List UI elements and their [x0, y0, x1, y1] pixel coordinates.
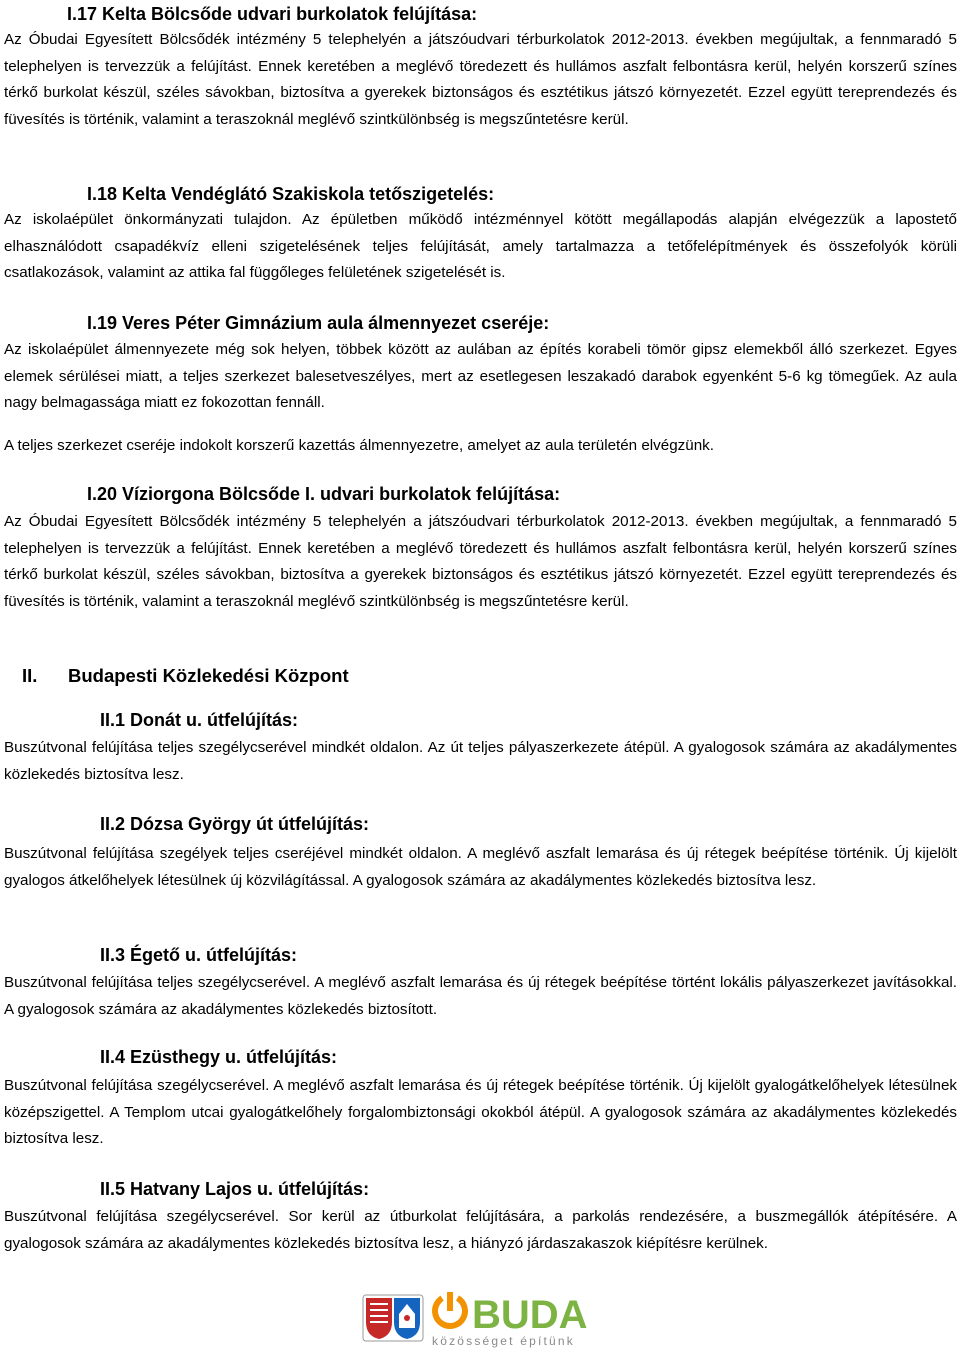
footer-logo: [362, 1290, 602, 1348]
subsection-heading-ii4: II.4 Ezüsthegy u. útfelújítás:: [100, 1047, 338, 1067]
section-paragraph-i19-a: Az iskolaépület álmennyezete még sok helyen, többek között az aulában az építés korabeli tömör gipsz elemekből álló szerkezet. Egyes elemek sérülései miatt, a teljes szerkezet balesetveszélyes, mert az esetlegesen leszakadó darabok egyenként 5-6 kg tömegűek. Az aula nagy belmagassága miatt ez fokozottan fennáll.: [4, 341, 957, 411]
chapter-title: Budapesti Közlekedési Központ: [68, 665, 349, 686]
subsection-paragraph-ii3: Buszútvonal felújítása teljes szegélycserével. A meglévő aszfalt lemarása és új rétegek beépítése történt lokális pályaszerkezet javításokkal. A gyalogosok számára az akadálymentes közlekedés biztosított.: [4, 974, 957, 1018]
subsection-heading-ii3: II.3 Égető u. útfelújítás:: [100, 945, 298, 965]
section-paragraph-i19-b: A teljes szerkezet cseréje indokolt korszerű kazettás álmennyezetre, amelyet az aula területén elvégzünk.: [4, 437, 714, 454]
subsection-heading-ii1: II.1 Donát u. útfelújítás:: [100, 710, 299, 730]
section-heading-i17: I.17 Kelta Bölcsőde udvari burkolatok felújítása:: [67, 4, 478, 24]
section-heading-i19: I.19 Veres Péter Gimnázium aula álmennyezet cseréje:: [87, 313, 550, 333]
section-heading-i20: I.20 Víziorgona Bölcsőde I. udvari burkolatok felújítása:: [87, 484, 561, 504]
section-paragraph-i18: Az iskolaépület önkormányzati tulajdon. Az épületben működő intézménnyel kötött megállapodás alapján elvégezzük a lapostető elhasználódott csapadékvíz elleni szigetelésének teljes felújítását, amely tartalmazza a tetőfelépítmények és összefolyók körüli csatlakozások, valamint az attika fal függőleges felületének szigetelését is.: [4, 211, 957, 281]
subsection-heading-ii5: II.5 Hatvany Lajos u. útfelújítás:: [100, 1179, 370, 1199]
chapter-number: II.: [22, 665, 38, 686]
section-paragraph-i20: Az Óbudai Egyesített Bölcsődék intézmény 5 telephelyén a játszóudvari térburkolatok 2012-2013. években megújultak, a fennmaradó 5 telephelyen is tervezzük a felújítást. Ennek keretében a meglévő töredezett és hullámos aszfalt felbontásra kerül, helyén korszerű színes térkő burkolat készül, széles sávokban, biztosítva a gyerekek biztonságos és esztétikus játszó környezetét. Ezzel együtt tereprendezés és füvesítés is történik, valamint a teraszoknál meglévő szintkülönbség is megszűntetésre kerül.: [4, 513, 957, 610]
section-heading-i18: I.18 Kelta Vendéglátó Szakiskola tetőszigetelés:: [87, 184, 495, 204]
subsection-paragraph-ii1: Buszútvonal felújítása teljes szegélycserével mindkét oldalon. Az út teljes pályaszerkezete átépül. A gyalogosok számára az akadálymentes közlekedés biztosítva lesz.: [4, 739, 957, 783]
section-paragraph-i17: Az Óbudai Egyesített Bölcsődék intézmény 5 telephelyén a játszóudvari térburkolatok 2012-2013. években megújultak, a fennmaradó 5 telephelyen is tervezzük a felújítást. Ennek keretében a meglévő töredezett és hullámos aszfalt felbontásra kerül, helyén korszerű színes térkő burkolat készül, széles sávokban, biztosítva a gyerekek biztonságos és esztétikus játszó környezetét. Ezzel együtt tereprendezés és füvesítés is történik, valamint a teraszoknál meglévő szintkülönbség is megszűntetésre kerül.: [4, 31, 957, 128]
obuda-logo-icon: [430, 1290, 605, 1348]
logo-tagline: közösséget építünk: [432, 1334, 576, 1348]
coat-of-arms-icon: [362, 1294, 424, 1342]
subsection-paragraph-ii4: Buszútvonal felújítása szegélycserével. A meglévő aszfalt lemarása és új rétegek beépítése történik. Új kijelölt gyalogátkelőhelyek létesülnek középszigettel. A Templom utcai gyalogátkelőhely forgalombiztonsági okokból átépül. A gyalogosok számára az akadálymentes közlekedés biztosítva lesz.: [4, 1077, 957, 1147]
subsection-paragraph-ii2: Buszútvonal felújítása szegélyek teljes cseréjével mindkét oldalon. A meglévő aszfalt lemarása és új rétegek beépítése történik. Új kijelölt gyalogos átkelőhelyek létesülnek új közvilágítással. A gyalogosok számára az akadálymentes közlekedés biztosítva lesz.: [4, 845, 957, 889]
subsection-paragraph-ii5: Buszútvonal felújítása szegélycserével. Sor kerül az útburkolat felújítására, a parkolás rendezésére, a buszmegállók átépítésére. A gyalogosok számára az akadálymentes közlekedés biztosítva lesz, a hiányzó járdaszakaszok kiépítésre kerülnek.: [4, 1208, 957, 1252]
logo-text: BUDA: [472, 1293, 588, 1337]
subsection-heading-ii2: II.2 Dózsa György út útfelújítás:: [100, 814, 370, 834]
